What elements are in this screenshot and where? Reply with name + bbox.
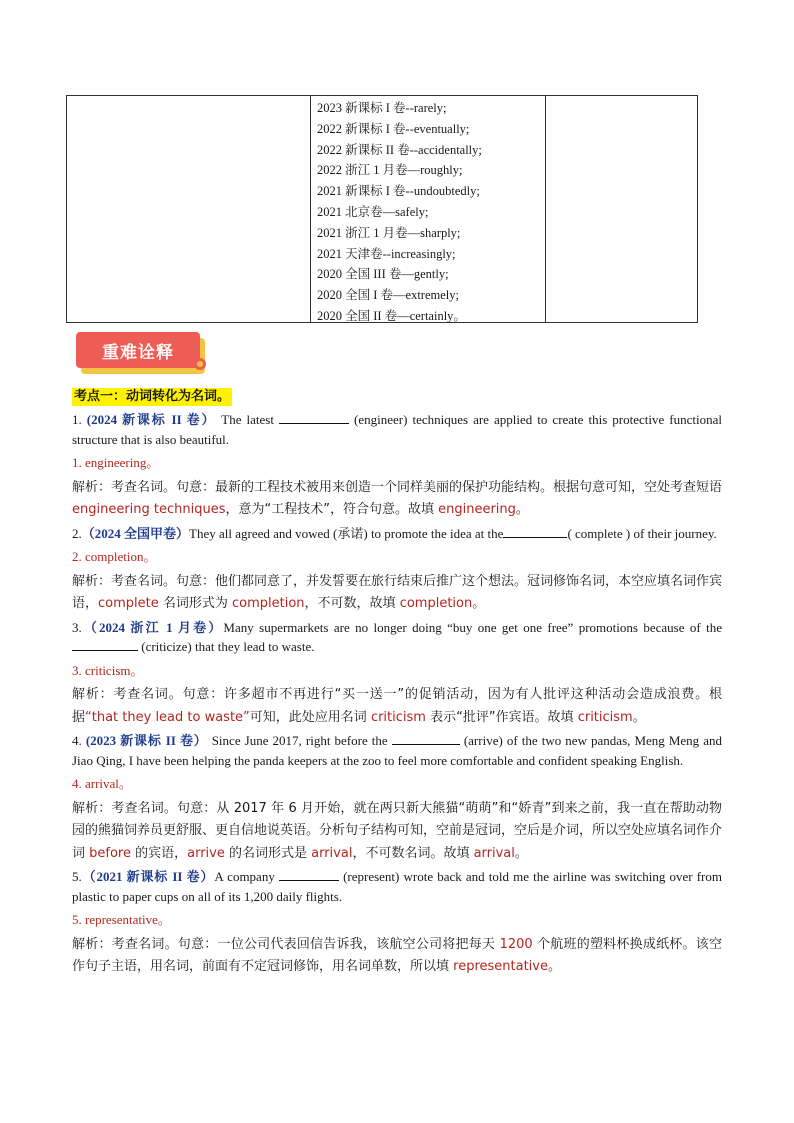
- explanation-text: 的宾语，: [130, 845, 188, 861]
- answer-5: 5. representative。: [72, 912, 171, 927]
- question-4: [72, 731, 722, 770]
- answer-blank: [279, 411, 349, 424]
- question-source: (2024 新课标 II 卷）: [86, 412, 217, 427]
- explanation-text: 。: [547, 959, 561, 974]
- question-text-after: (represent) wrote back and told me the airline was switching over from plastic to paper cups on all of its 1,200 daily flights.: [72, 869, 722, 904]
- exercise-list: [72, 410, 722, 981]
- answer-4: 4. arrival。: [72, 776, 132, 791]
- answer-2: 2. completion。: [72, 549, 157, 564]
- question-text-after: ( complete ) of their journey.: [567, 525, 717, 541]
- explanation-4: [72, 798, 722, 866]
- explanation-text: 的名词形式是: [224, 845, 312, 861]
- explanation-highlight: arrival: [473, 845, 515, 861]
- question-text-before: Many supermarkets are no longer doing “buy one get one free” promotions because of the: [223, 619, 722, 635]
- question-text-after: (arrive) of the two new pandas, Meng Meng and Jiao Qing, I have been helping the panda keepers at the zoo to feel more comfortable and confident speaking English.: [72, 733, 723, 768]
- explanation-text: 表示“批评”作宾语。故填: [425, 709, 578, 725]
- explanation-1: [72, 477, 722, 522]
- reference-table: [66, 95, 698, 323]
- explanation-text: 。: [515, 502, 529, 517]
- question-number: 5.: [72, 869, 82, 884]
- table-example: 2021 新课标 I 卷--undoubtedly;: [317, 184, 480, 199]
- table-example: 2021 浙江 1 月卷—sharply;: [317, 225, 461, 240]
- table-example: 2023 新课标 I 卷--rarely;: [317, 101, 447, 115]
- question-1: [72, 410, 722, 449]
- table-cell-empty-left: [67, 96, 311, 322]
- banner-label: 重难诠释: [76, 332, 200, 368]
- explanation-text: 解析：考查名词。句意：许多超市不再进行“买一送一”的促销活动，因为有人批评这种活动会造成浪费。根据: [72, 687, 722, 725]
- table-cell-empty-right: [546, 96, 697, 322]
- answer-blank: [279, 868, 339, 881]
- answer-blank: [392, 732, 460, 745]
- explanation-text: ，意为“工程技术”，符合句意。故填: [225, 502, 439, 517]
- question-text-after: (engineer) techniques are applied to create this protective functional structure that is also beautiful.: [72, 412, 722, 447]
- explanation-2: [72, 571, 722, 616]
- section-banner: [76, 332, 211, 378]
- explanation-highlight: completion: [399, 596, 473, 611]
- explanation-highlight: criticism: [577, 709, 633, 725]
- table-example: 2022 新课标 I 卷--eventually;: [317, 121, 470, 136]
- explanation-highlight: criticism: [370, 709, 426, 725]
- section-title: 考点一：动词转化为名词。: [74, 389, 231, 404]
- table-cell-examples: [311, 96, 546, 322]
- question-number: 1.: [72, 412, 82, 427]
- table-example: 2020 全国 II 卷—certainly。: [317, 308, 466, 323]
- question-number: 2.: [72, 525, 82, 541]
- table-example: 2020 全国 I 卷—extremely;: [317, 288, 459, 303]
- explanation-highlight: engineering techniques: [72, 502, 226, 517]
- table-example: 2020 全国 III 卷—gently;: [317, 267, 449, 282]
- question-source: （2024 全国甲卷）: [81, 525, 190, 541]
- answer-blank: [503, 525, 567, 538]
- explanation-highlight: 1200: [499, 936, 533, 952]
- explanation-highlight: arrival: [311, 845, 353, 861]
- question-text-before: Since June 2017, right before the: [211, 733, 388, 748]
- explanation-text: 名词形式为: [158, 596, 233, 611]
- question-text-after: (criticize) that they lead to waste.: [141, 639, 315, 654]
- explanation-text: 解析：考查名词。句意：一位公司代表回信告诉我，该航空公司将把每天: [72, 936, 500, 952]
- explanation-text: 可知，此处应用名词: [249, 709, 371, 725]
- question-source: (2023 新课标 II 卷）: [85, 733, 208, 748]
- explanation-text: 。: [632, 709, 646, 725]
- explanation-text: ，不可数名词。故填: [352, 845, 474, 861]
- explanation-highlight: completion: [232, 596, 305, 611]
- question-text-before: The latest: [221, 412, 274, 427]
- explanation-highlight: before: [89, 845, 131, 861]
- question-text-before: A company: [214, 869, 275, 884]
- question-2: [72, 524, 722, 544]
- question-text-before: They all agreed and vowed (承诺) to promote the idea at the: [189, 525, 504, 541]
- answer-blank: [72, 638, 138, 651]
- explanation-text: 解析：考查名词。句意：他们都同意了，并发誓要在旅行结束后推广这个想法。冠词修饰名词，本空应填名词作宾语，: [72, 573, 723, 611]
- banner-ring-icon: [194, 358, 206, 370]
- explanation-highlight: representative: [453, 959, 548, 974]
- explanation-text: 解析：考查名词。句意：从 2017 年 6 月开始，就在两只新大熊猫“萌萌”和“娇青”到来之前，我一直在帮助动物园的熊猫饲养员更舒服、更自信地说英语。分析句子结构可知，空前是冠词，空后是介词，所以空处应填名词作介词: [72, 800, 723, 861]
- explanation-text: 。: [472, 596, 486, 611]
- explanation-3: [72, 684, 722, 729]
- explanation-highlight: arrive: [187, 845, 225, 861]
- question-5: [72, 867, 722, 906]
- question-number: 4.: [72, 733, 82, 748]
- answer-3: 3. criticism。: [72, 662, 144, 678]
- answer-1: 1. engineering。: [72, 455, 160, 470]
- explanation-text: 解析：考查名词。句意：最新的工程技术被用来创造一个同样美丽的保护功能结构。根据句意可知，空处考查短语: [72, 479, 723, 495]
- explanation-text: 个航班的塑料杯换成纸杯。该空作句子主语，用名词，前面有不定冠词修饰，用名词单数，所以填: [72, 936, 722, 974]
- explanation-highlight: complete: [98, 596, 159, 611]
- table-example: 2022 浙江 1 月卷—roughly;: [317, 163, 463, 178]
- question-number: 3.: [72, 619, 82, 635]
- explanation-highlight: “that they lead to waste”: [85, 709, 250, 725]
- explanation-text: ，不可数，故填: [304, 596, 400, 611]
- explanation-text: 。: [514, 845, 528, 861]
- table-example: 2021 北京卷—safely;: [317, 204, 429, 219]
- table-example: 2021 天津卷--increasingly;: [317, 246, 456, 261]
- table-example: 2022 新课标 II 卷--accidentally;: [317, 142, 482, 157]
- question-source: （2021 新课标 II 卷）: [81, 869, 215, 884]
- explanation-highlight: engineering: [438, 502, 516, 517]
- question-source: （2024 浙江 1 月卷）: [81, 619, 224, 635]
- question-3: [72, 618, 722, 657]
- explanation-5: [72, 934, 722, 979]
